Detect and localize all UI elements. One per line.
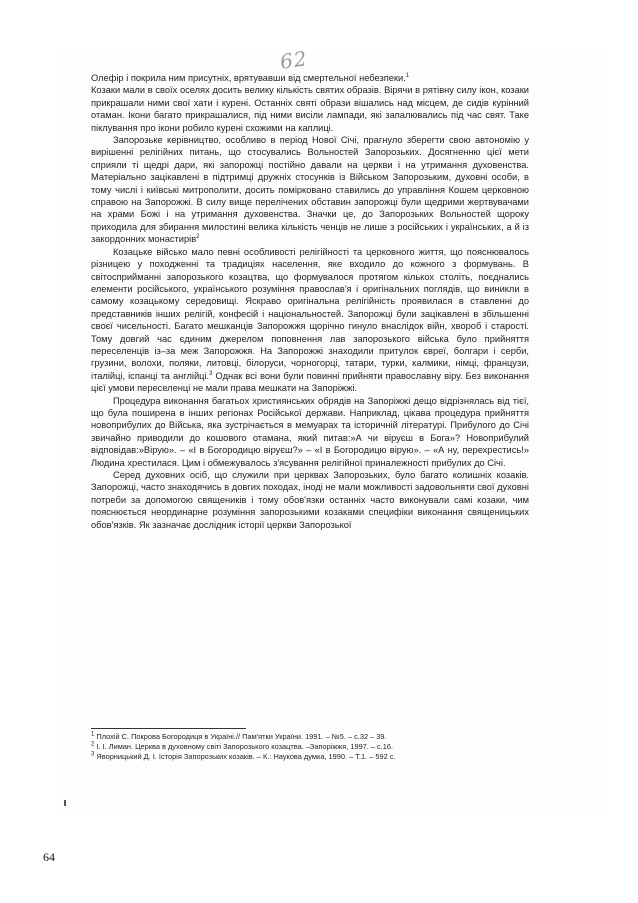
paragraph: [91, 72, 529, 84]
paragraph-text: Козацьке військо мало певні особливості релігійності та церковного життя, що пояснювалось різницею у походженні та традиціях населення, яке входило до кожного з формувань. В світосприйманні запорозького козацтва, що формувалося протягом кількох століть, поєднались елементи російського, українського розуміння православ'я і оригінальних поглядів, що виникли в самому козацькому середовищі. Яскраво оригінальна релігійність проявилася в ставленні до представників інших релігій, конфесій і національностей. Запорожці були зацікавлені в збільшенні своєї чисельності. Багато мешканців Запорожжя щорічно гинуло внаслідок війн, хвороб і старості. Тому довгий час єдиним джерелом поповнення лав запорозького війська було прийняття переселенців із–за меж Запорожжя. На Запорожжі знаходили притулок євреї, болгари і серби, грузини, волохи, поляки, литовці, білоруси, чорногорці, татари, турки, калмики, німці, французи, італійці, іспанці та англійці.: [91, 246, 529, 381]
paragraph: [91, 246, 529, 395]
footnote-ref: 2: [196, 234, 200, 241]
footnote: [91, 742, 529, 752]
footnotes: [91, 732, 529, 763]
footnote-number: 3: [91, 751, 95, 758]
footnote-divider: [91, 728, 246, 729]
handwritten-page-mark: 62: [278, 46, 309, 74]
footnote-number: 1: [91, 731, 95, 738]
paragraph-text: Запорозьке керівництво, особливо в період Нової Січі, прагнуло зберегти свою автономію у вирішенні релігійних питань, що стосувались Вольностей Запорозьких. Досягненню цієї мети сприяли ті щедрі дари, які запорожці постійно давали на церкви і на утримання духовенства. Матеріально зацікавлені в підтримці дружніх стосунків із Військом Запорозьким, духовні особи, в тому числі і київські митрополити, досить поміркованo ставились до управління Кошем церковною справою на Запорожжі. В силу вище перелічених обставин запорожці були щедрими жертвувачами на храми Божі і на утримання духовенства. Значки це, до Запорозьких Вольностей щороку приходила для збирання милостині велика кількість ченців не лише з російських і українських, а й із закордонних монастирів: [91, 135, 529, 245]
paragraph: Процедура виконання багатьох християнських обрядів на Запоріжжі дещо відрізнялась від тієї, що була поширена в інших регіонах Російської держави. Наприклад, цікава процедура прийняття новоприбулих до Війська, яка зустрічається в мемуарах та історичній літературі. Прибулого до Січі звичайно приводили до кошового отамана, який питав:»А чи віруєш в Бога»? Новоприбулий відповідав:»Вірую». – «І в Богородицю віруєш?» – «І в Богородицю вірую». – «А ну, перехрестись!» Людина хрестилася. Цим і обмежувалось з'ясування релігійної приналежності прибулих до Січі.: [91, 395, 529, 468]
footnote-ref: 3: [209, 370, 213, 377]
footnote-text: І. І. Лиман. Церква в духовному світі Запорозького козацтва. –Запоріжжя, 1997. – с.16.: [96, 742, 394, 752]
footnote-ref: 1: [405, 72, 410, 79]
footnote-text: Плохій С. Покрова Богородиця в Україні.// Пам'ятки України. 1991. – №5. – с.32 – 39.: [96, 732, 387, 741]
paragraph-text: Олефір і покрила ним присутніх, врятувавши від смертельної небезпеки.: [91, 73, 406, 83]
footnote: [91, 732, 529, 742]
footnote-text: Яворницький Д. І. Історія Запорозьких козаків. – К.: Наукова думка, 1990. – Т.1. – 592 с.: [96, 752, 396, 762]
paragraph: Серед духовних осіб, що служили при церквах Запорозьких, було багато колишніх козаків. Запорожці, часто знаходячись в довгих походах, іноді не мали можливості задовольняти свої духовні потреби за допомогою священиків і тому обов'язки останніх часто виконували самі козаки, чим пояснюється неординарне розуміння запорозькими козаками специфіки виконання священицьких обов'язків. Як зазначає дослідник історії церкви Запорозької: [91, 470, 529, 530]
paragraph: Козаки мали в своїх оселях досить велику кількість святих образів. Вірячи в рятівну силу ікон, козаки прикрашали ними свої хати і курені. Останніх святі образи вішались над місцем, де сидів курінний отаман. Ікони багато прикрашалися, під ними висіли лампади, які запалювались під час свят. Таке піклування про ікони робило курені схожими на каплиці.: [91, 85, 529, 133]
footnote-number: 2: [91, 741, 95, 748]
paragraph-text: Однак всі вони були повинні прийняти православну віру. Без виконання цієї умови переселенці не мали права мешкати на Запоріжжі.: [91, 370, 529, 394]
paragraph: [91, 134, 529, 246]
footnote: [91, 752, 529, 762]
scan-edge-mark: [64, 800, 66, 806]
page-number: 64: [43, 850, 55, 864]
body-text: [91, 72, 529, 531]
